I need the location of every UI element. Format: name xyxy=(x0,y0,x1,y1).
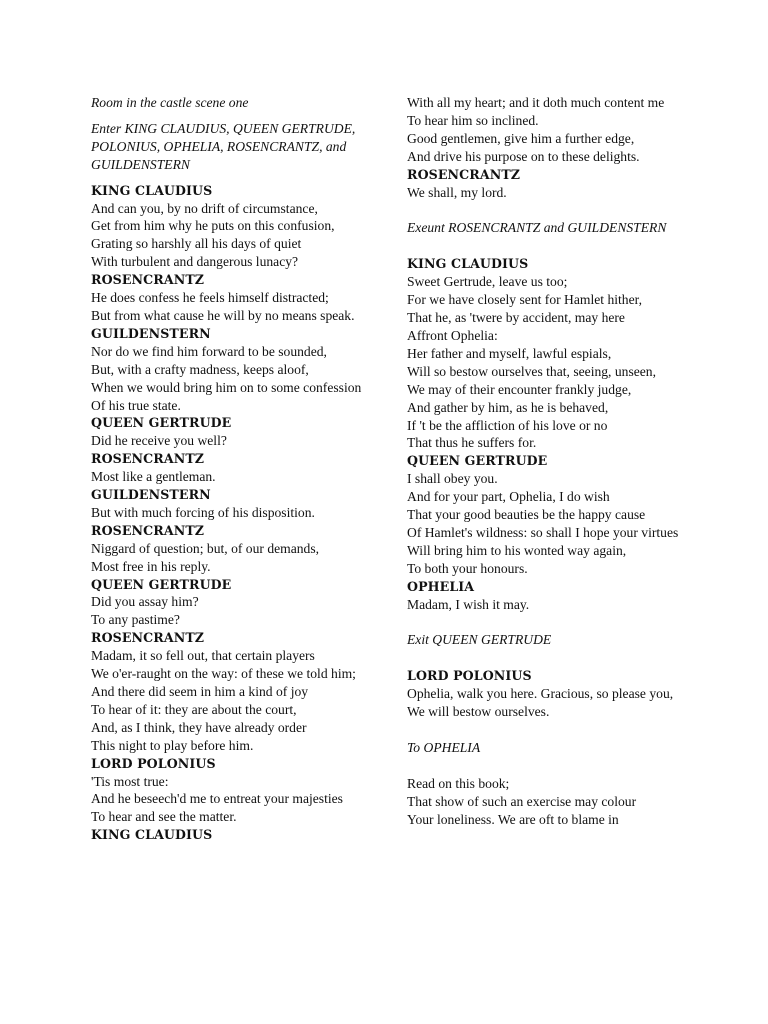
speaker-name: OPHELIA xyxy=(407,578,475,594)
dialogue-line: That show of such an exercise may colour xyxy=(407,793,637,809)
dialogue-line: Did you assay him? xyxy=(91,594,199,610)
dialogue-line: But, with a crafty madness, keeps aloof, xyxy=(91,361,309,377)
dialogue-line: And drive his purpose on to these delights. xyxy=(407,148,640,164)
dialogue-line: And gather by him, as he is behaved, xyxy=(407,399,609,415)
dialogue-line: Madam, it so fell out, that certain players xyxy=(91,648,315,664)
dialogue-line: Of his true state. xyxy=(91,397,181,413)
dialogue-line: For we have closely sent for Hamlet hither, xyxy=(407,292,643,308)
speaker-name: GUILDENSTERN xyxy=(91,487,211,503)
speaker-name: KING CLAUDIUS xyxy=(407,256,529,272)
speaker-name: QUEEN GERTRUDE xyxy=(407,453,548,469)
spacer xyxy=(407,757,689,775)
speaker-name: ROSENCRANTZ xyxy=(91,522,205,538)
spacer xyxy=(407,649,689,667)
dialogue-line: Most free in his reply. xyxy=(91,558,211,574)
dialogue-line: That he, as 'twere by accident, may here xyxy=(407,310,625,326)
dialogue-line: Did he receive you well? xyxy=(91,433,227,449)
dialogue-line: Ophelia, walk you here. Gracious, so please you, xyxy=(407,686,674,702)
dialogue-line: Will bring him to his wonted way again, xyxy=(407,542,627,558)
dialogue-line: This night to play before him. xyxy=(91,737,254,753)
dialogue-line: Most like a gentleman. xyxy=(91,469,216,485)
dialogue-line: Niggard of question; but, of our demands, xyxy=(91,540,320,556)
dialogue-line: And there did seem in him a kind of joy xyxy=(91,684,309,699)
speaker-name: LORD POLONIUS xyxy=(91,755,216,771)
speaker-name: ROSENCRANTZ xyxy=(91,272,205,288)
dialogue-line: And can you, by no drift of circumstance, xyxy=(91,200,318,216)
dialogue-line: That your good beauties be the happy cause xyxy=(407,507,646,523)
dialogue-line: And for your part, Ophelia, I do wish xyxy=(407,489,610,505)
dialogue-line: Her father and myself, lawful espials, xyxy=(407,345,612,361)
dialogue-line: Your loneliness. We are oft to blame in xyxy=(407,811,619,827)
dialogue-line: Nor do we find him forward to be sounded, xyxy=(91,343,327,359)
dialogue-line: He does confess he feels himself distracted; xyxy=(91,290,329,306)
dialogue-line: When we would bring him on to some confession xyxy=(91,379,362,395)
dialogue-line: Sweet Gertrude, leave us too; xyxy=(407,274,568,290)
stage-direction: Room in the castle scene one xyxy=(91,95,249,110)
spacer xyxy=(407,237,689,255)
dialogue-line: Read on this book; xyxy=(407,776,510,791)
right-column xyxy=(407,94,689,829)
spacer xyxy=(407,201,689,219)
speaker-name: GUILDENSTERN xyxy=(91,325,211,341)
dialogue-line: Madam, I wish it may. xyxy=(407,596,530,612)
dialogue-line: To hear of it: they are about the court, xyxy=(91,701,297,717)
stage-direction: To OPHELIA xyxy=(407,740,481,756)
dialogue-line: Will so bestow ourselves that, seeing, unseen, xyxy=(407,363,657,379)
dialogue-line: Good gentlemen, give him a further edge, xyxy=(407,130,635,146)
dialogue-line: We shall, my lord. xyxy=(407,184,507,200)
stage-direction: Exit QUEEN GERTRUDE xyxy=(407,632,552,648)
speaker-name: ROSENCRANTZ xyxy=(91,451,205,467)
dialogue-line: With all my heart; and it doth much content me xyxy=(407,95,665,110)
dialogue-line: To both your honours. xyxy=(407,560,528,576)
dialogue-line: But from what cause he will by no means speak. xyxy=(91,307,355,323)
speaker-name: KING CLAUDIUS xyxy=(91,827,213,843)
dialogue-line: With turbulent and dangerous lunacy? xyxy=(91,254,299,270)
stage-direction: Exeunt ROSENCRANTZ and GUILDENSTERN xyxy=(407,220,667,236)
speaker-name: ROSENCRANTZ xyxy=(91,630,205,646)
dialogue-line: 'Tis most true: xyxy=(91,773,169,789)
spacer xyxy=(91,112,373,120)
stage-direction: Enter KING CLAUDIUS, QUEEN GERTRUDE, POLONIUS, OPHELIA, ROSENCRANTZ, and GUILDENSTERN xyxy=(91,120,356,172)
speaker-name: QUEEN GERTRUDE xyxy=(91,576,232,592)
dialogue-line: But with much forcing of his disposition. xyxy=(91,504,315,520)
spacer xyxy=(407,613,689,631)
dialogue-line: We may of their encounter frankly judge, xyxy=(407,381,632,397)
spacer xyxy=(407,721,689,739)
dialogue-line: And he beseech'd me to entreat your majesties xyxy=(91,791,343,807)
speaker-name: KING CLAUDIUS xyxy=(91,182,213,198)
dialogue-line: We o'er-raught on the way: of these we told him; xyxy=(91,666,356,682)
dialogue-line: Grating so harshly all his days of quiet xyxy=(91,236,302,252)
dialogue-line: Of Hamlet's wildness: so shall I hope your virtues xyxy=(407,524,679,540)
dialogue-line: Affront Ophelia: xyxy=(407,327,498,343)
speaker-name: ROSENCRANTZ xyxy=(407,166,521,182)
dialogue-line: Get from him why he puts on this confusion, xyxy=(91,218,335,234)
dialogue-line: To any pastime? xyxy=(91,612,180,628)
dialogue-line: To hear him so inclined. xyxy=(407,112,539,128)
spacer xyxy=(91,174,373,182)
dialogue-line: I shall obey you. xyxy=(407,471,498,487)
dialogue-line: We will bestow ourselves. xyxy=(407,704,550,720)
dialogue-line: To hear and see the matter. xyxy=(91,809,237,825)
left-column xyxy=(91,94,373,844)
dialogue-line: That thus he suffers for. xyxy=(407,435,537,451)
speaker-name: QUEEN GERTRUDE xyxy=(91,415,232,431)
dialogue-line: And, as I think, they have already order xyxy=(91,719,307,735)
speaker-name: LORD POLONIUS xyxy=(407,668,532,684)
dialogue-line: If 't be the affliction of his love or no xyxy=(407,417,608,433)
